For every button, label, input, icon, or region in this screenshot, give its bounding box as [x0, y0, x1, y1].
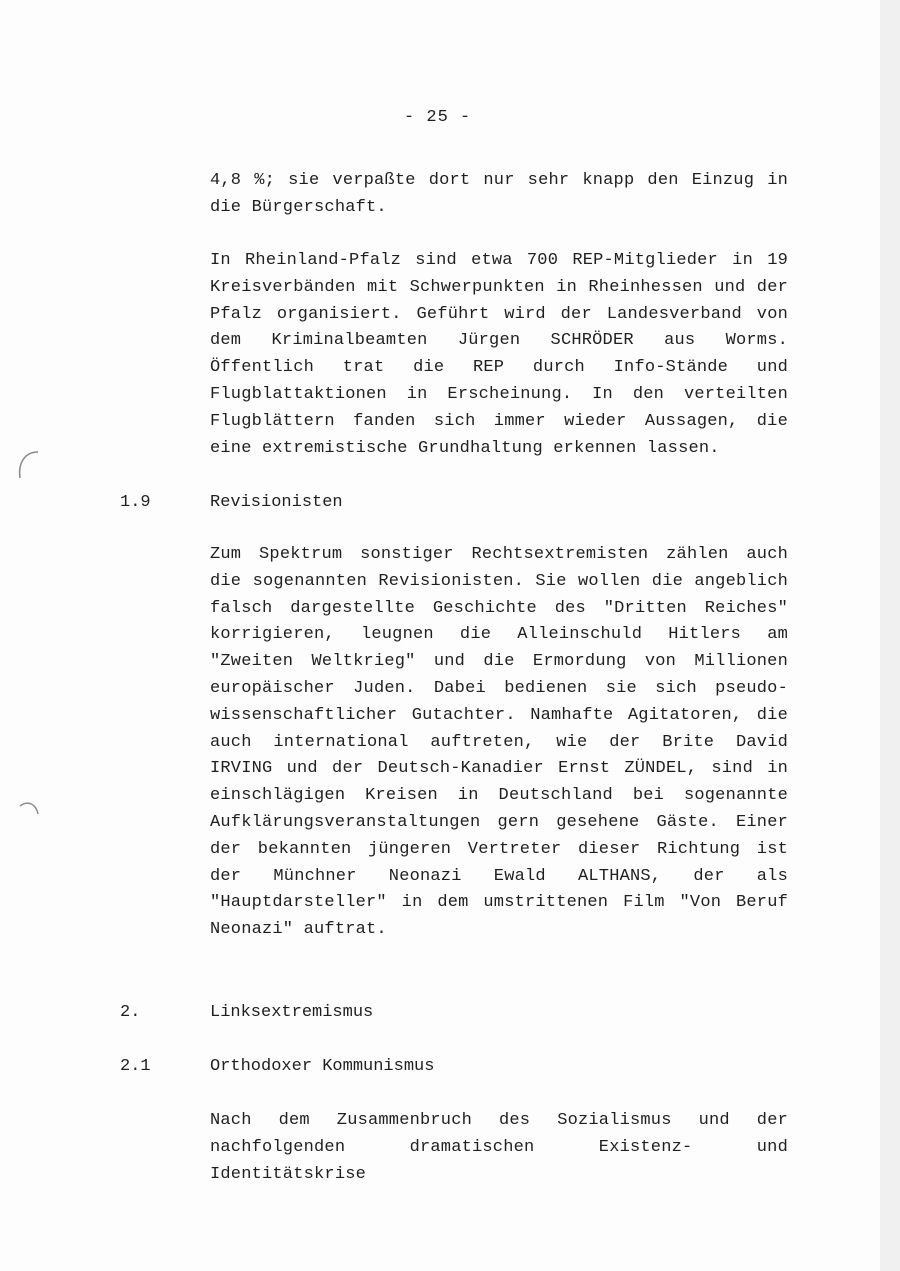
section-heading-revisionisten: Revisionisten [210, 493, 343, 512]
paragraph-rheinland-pfalz: In Rheinland-Pfalz sind etwa 700 REP-Mitglieder in 19 Kreisverbänden mit Schwerpunkten in Rheinhessen und der Pfalz organisiert. Geführt wird der Landesverband von dem Kriminalbeamten Jürgen SCHRÖDER aus Worms. Öffentlich trat die REP durch Info-Stände und Flugblattaktionen in Erscheinung. In den verteilten Flugblättern fanden sich immer wieder Aussagen, die eine extremistische Grundhaltung erkennen lassen. [210, 251, 788, 458]
section-number-1-9: 1.9 [120, 493, 151, 512]
paragraph-bürgerschaft: 4,8 %; sie verpaßte dort nur sehr knapp den Einzug in die Bürgerschaft. [210, 171, 788, 217]
page-number: - 25 - [404, 108, 472, 127]
section-number-2: 2. [120, 1003, 141, 1022]
scan-edge-shadow [880, 0, 900, 1271]
section-heading-linksextremismus: Linksextremismus [210, 1003, 374, 1022]
punch-hole-mark-lower [18, 798, 42, 822]
section-number-2-1: 2.1 [120, 1057, 151, 1076]
punch-hole-mark-upper [14, 448, 44, 492]
section-heading-orthodoxer-kommunismus: Orthodoxer Kommunismus [210, 1057, 435, 1076]
paragraph-zusammenbruch: Nach dem Zusammenbruch des Sozialismus und der nachfolgenden dramatischen Existenz- und Identitätskrise [210, 1111, 788, 1184]
paragraph-revisionisten: Zum Spektrum sonstiger Rechtsextremisten zählen auch die sogenannten Revisionisten. Sie wollen die angeblich falsch dargestellte Geschichte des "Dritten Reiches" korrigieren, leugnen die Alleinschuld Hitlers am "Zweiten Weltkrieg" und die Ermordung von Millionen europäischer Juden. Dabei bedienen sie sich pseudo-wissenschaftlicher Gutachter. Namhafte Agitatoren, die auch international auftreten, wie der Brite David IRVING und der Deutsch-Kanadier Ernst ZÜNDEL, sind in einschlägigen Kreisen in Deutschland bei sogenannte Aufklärungsveranstaltungen gern gesehene Gäste. Einer der bekannten jüngeren Vertreter dieser Richtung ist der Münchner Neonazi Ewald ALTHANS, der als "Hauptdarsteller" in dem umstrittenen Film "Von Beruf Neonazi" auftrat. [210, 545, 788, 940]
